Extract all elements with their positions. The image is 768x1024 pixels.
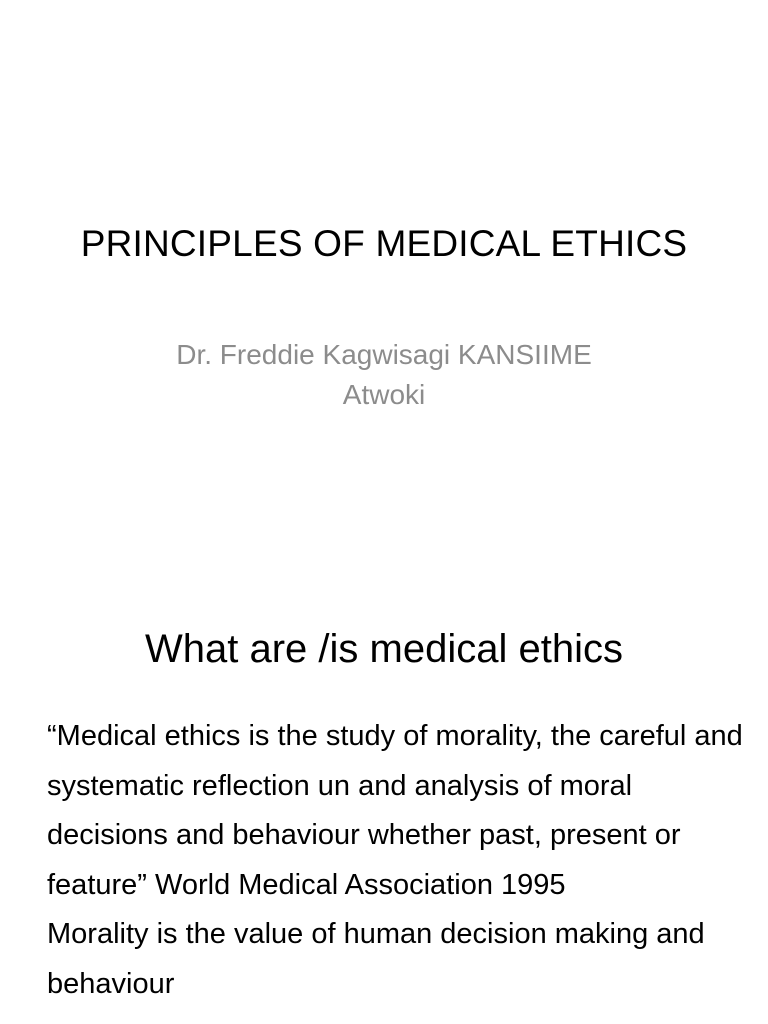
slide-body [47,712,747,1009]
content-slide [0,576,768,1024]
slide-subtitle [0,335,768,415]
author-name: Dr. Freddie Kagwisagi KANSIIME [176,339,592,370]
definition-paragraph: “Medical ethics is the study of morality, the careful and systematic reflection un and analysis of moral decisions and behaviour whether past, present or feature” World Medical Association 1995 [47,720,743,901]
slide-heading: What are /is medical ethics [145,627,623,671]
slide-title: PRINCIPLES OF MEDICAL ETHICS [80,223,688,264]
author-name-continued: Atwoki [342,379,426,410]
morality-paragraph: Morality is the value of human decision making and behaviour [47,918,705,1000]
